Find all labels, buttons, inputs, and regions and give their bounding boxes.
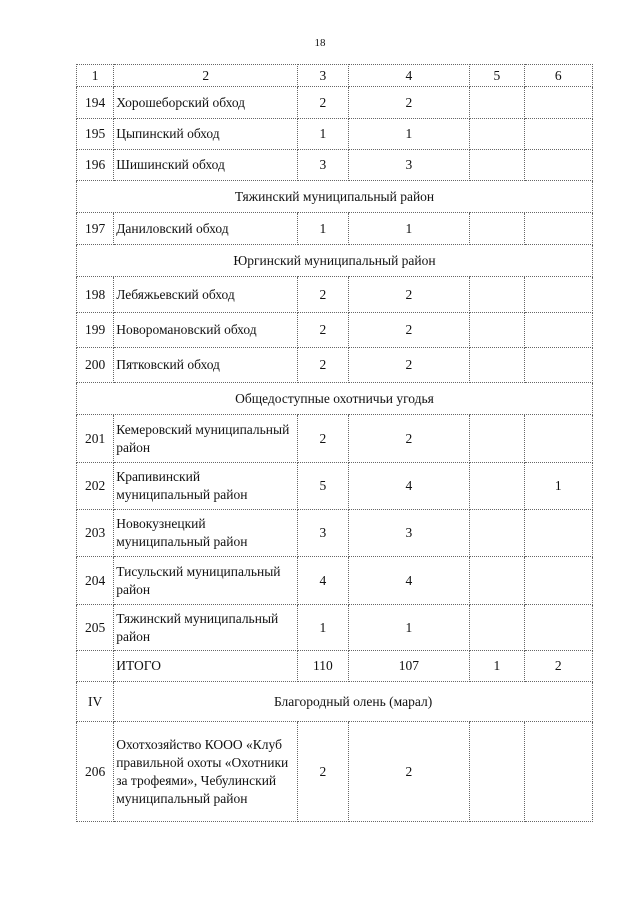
col4-value: 4 xyxy=(348,557,470,605)
col5-value xyxy=(470,348,524,383)
col5-value xyxy=(470,87,524,119)
col4-value: 2 xyxy=(348,277,470,313)
col6-value xyxy=(524,87,592,119)
col3-value: 3 xyxy=(298,510,348,557)
col6-value: 2 xyxy=(524,651,592,682)
section-row xyxy=(77,245,593,277)
page-number: 18 xyxy=(314,37,326,49)
header-cell: 5 xyxy=(470,65,524,87)
col3-value: 2 xyxy=(298,415,348,463)
col4-value: 1 xyxy=(348,605,470,651)
col5-value xyxy=(470,510,524,557)
row-number: 199 xyxy=(77,313,114,348)
table-row xyxy=(77,213,593,245)
row-number: 200 xyxy=(77,348,114,383)
row-number: 197 xyxy=(77,213,114,245)
row-number: 202 xyxy=(77,463,114,510)
row-name: Хорошеборский обход xyxy=(114,87,298,119)
header-cell: 1 xyxy=(77,65,114,87)
col6-value xyxy=(524,150,592,181)
col3-value: 2 xyxy=(298,722,348,822)
col3-value: 2 xyxy=(298,313,348,348)
row-name: Тяжинский муниципальный район xyxy=(114,605,298,651)
row-name: ИТОГО xyxy=(114,651,298,682)
row-name: Новокузнецкий муниципальный район xyxy=(114,510,298,557)
col3-value: 1 xyxy=(298,605,348,651)
row-number: 194 xyxy=(77,87,114,119)
col4-value: 3 xyxy=(348,150,470,181)
col3-value: 110 xyxy=(298,651,348,682)
row-number: 206 xyxy=(77,722,114,822)
table-row xyxy=(77,87,593,119)
col4-value: 2 xyxy=(348,87,470,119)
col6-value xyxy=(524,348,592,383)
row-number: 198 xyxy=(77,277,114,313)
table-row xyxy=(77,415,593,463)
table-row xyxy=(77,557,593,605)
col4-value: 4 xyxy=(348,463,470,510)
table-row xyxy=(77,463,593,510)
hunting-quota-table xyxy=(76,64,593,822)
col5-value xyxy=(470,605,524,651)
col4-value: 2 xyxy=(348,348,470,383)
col5-value xyxy=(470,722,524,822)
section-title: Общедоступные охотничьи угодья xyxy=(77,383,593,415)
col5-value xyxy=(470,150,524,181)
col6-value xyxy=(524,213,592,245)
row-number: 201 xyxy=(77,415,114,463)
row-name: Новоромановский обход xyxy=(114,313,298,348)
total-row xyxy=(77,651,593,682)
row-number: 204 xyxy=(77,557,114,605)
col6-value xyxy=(524,415,592,463)
table-row xyxy=(77,605,593,651)
col3-value: 1 xyxy=(298,213,348,245)
col4-value: 107 xyxy=(348,651,470,682)
row-number: 196 xyxy=(77,150,114,181)
col4-value: 1 xyxy=(348,213,470,245)
col6-value xyxy=(524,510,592,557)
category-title: Благородный олень (марал) xyxy=(114,682,593,722)
row-name: Кемеровский муниципальный район xyxy=(114,415,298,463)
row-number: 195 xyxy=(77,119,114,150)
header-cell: 6 xyxy=(524,65,592,87)
col6-value xyxy=(524,313,592,348)
col6-value xyxy=(524,605,592,651)
table-row xyxy=(77,277,593,313)
row-name: Пятковский обход xyxy=(114,348,298,383)
section-row xyxy=(77,181,593,213)
col6-value: 1 xyxy=(524,463,592,510)
col5-value xyxy=(470,557,524,605)
col5-value xyxy=(470,119,524,150)
col5-value xyxy=(470,277,524,313)
table-row xyxy=(77,313,593,348)
row-name: Охотхозяйство КООО «Клуб правильной охоты «Охотники за трофеями», Чебулинский муниципальный район xyxy=(114,722,298,822)
row-name: Тисульский муниципальный район xyxy=(114,557,298,605)
col3-value: 3 xyxy=(298,150,348,181)
row-name: Крапивинский муниципальный район xyxy=(114,463,298,510)
col5-value: 1 xyxy=(470,651,524,682)
col3-value: 2 xyxy=(298,87,348,119)
table-row xyxy=(77,119,593,150)
header-cell: 2 xyxy=(114,65,298,87)
row-name: Лебяжьевский обход xyxy=(114,277,298,313)
col6-value xyxy=(524,557,592,605)
section-title: Тяжинский муниципальный район xyxy=(77,181,593,213)
table-body xyxy=(77,65,593,822)
row-number: IV xyxy=(77,682,114,722)
header-cell: 3 xyxy=(298,65,348,87)
row-name: Даниловский обход xyxy=(114,213,298,245)
col3-value: 1 xyxy=(298,119,348,150)
table-row xyxy=(77,348,593,383)
section-title: Юргинский муниципальный район xyxy=(77,245,593,277)
col4-value: 2 xyxy=(348,415,470,463)
col4-value: 3 xyxy=(348,510,470,557)
header-cell: 4 xyxy=(348,65,470,87)
col4-value: 2 xyxy=(348,722,470,822)
col3-value: 2 xyxy=(298,277,348,313)
col3-value: 5 xyxy=(298,463,348,510)
row-number: 203 xyxy=(77,510,114,557)
col4-value: 2 xyxy=(348,313,470,348)
row-name: Шишинский обход xyxy=(114,150,298,181)
row-number: 205 xyxy=(77,605,114,651)
col5-value xyxy=(470,313,524,348)
col3-value: 4 xyxy=(298,557,348,605)
col6-value xyxy=(524,722,592,822)
col6-value xyxy=(524,119,592,150)
row-name: Цыпинский обход xyxy=(114,119,298,150)
table-row xyxy=(77,722,593,822)
category-row xyxy=(77,682,593,722)
header-row xyxy=(77,65,593,87)
col3-value: 2 xyxy=(298,348,348,383)
col5-value xyxy=(470,213,524,245)
col5-value xyxy=(470,463,524,510)
section-row xyxy=(77,383,593,415)
col5-value xyxy=(470,415,524,463)
col6-value xyxy=(524,277,592,313)
table-row xyxy=(77,510,593,557)
table-row xyxy=(77,150,593,181)
row-number xyxy=(77,651,114,682)
col4-value: 1 xyxy=(348,119,470,150)
